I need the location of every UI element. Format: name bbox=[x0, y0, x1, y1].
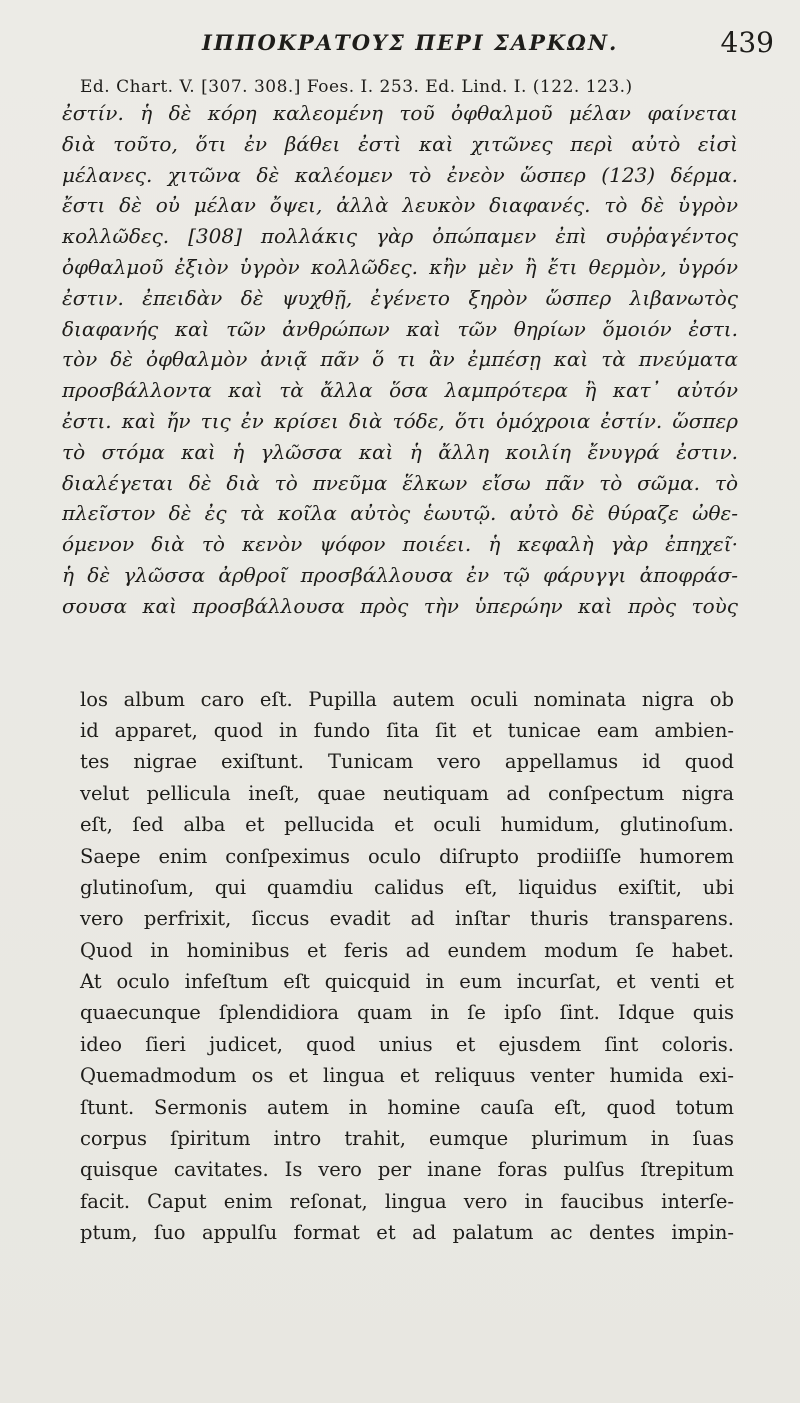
greek-line: τὸν δὲ ὀφθαλμὸν ἀνιᾷ πᾶν ὅ τι ἂν ἐμπέσῃ καὶ τὰ πνεύματα bbox=[62, 347, 738, 372]
greek-line: τὸ στόμα καὶ ἡ γλῶσσα καὶ ἡ ἄλλη κοιλίη ἔνυγρά ἐστιν. bbox=[62, 439, 738, 464]
latin-line: quaecunque ſplendidiora quam in ſe ipſo ſint. Idque quis bbox=[80, 1001, 734, 1025]
latin-line: Saepe enim conſpeximus oculo diſrupto prodiiſſe humorem bbox=[80, 844, 734, 868]
latin-line: At oculo infeſtum eſt quicquid in eum incurſat, et venti et bbox=[80, 970, 734, 994]
latin-line: corpus ſpiritum intro trahit, eumque plurimum in ſuas bbox=[80, 1127, 734, 1151]
greek-line: κολλῶδες. [308] πολλάκις γὰρ ὀπώπαμεν ἐπὶ συῤῥαγέντος bbox=[62, 224, 738, 249]
latin-line: velut pellicula ineſt, quae neutiquam ad conſpectum nigra bbox=[80, 781, 734, 805]
latin-line: ptum, ſuo appulſu format et ad palatum ac dentes impin- bbox=[80, 1221, 734, 1245]
greek-line: όμενον διὰ τὸ κενὸν ψόφον ποιέει. ἡ κεφαλὴ γὰρ ἐπηχεῖ· bbox=[62, 532, 738, 557]
latin-line: tes nigrae exiſtunt. Tunicam vero appellamus id quod bbox=[80, 750, 734, 774]
latin-line: Quod in hominibus et feris ad eundem modum ſe habet. bbox=[80, 938, 734, 962]
greek-line: διὰ τοῦτο, ὅτι ἐν βάθει ἐστὶ καὶ χιτῶνες περὶ αὐτὸ εἰσὶ bbox=[62, 131, 738, 156]
greek-line: σουσα καὶ προσβάλλουσα πρὸς τὴν ὑπερώην καὶ πρὸς τοὺς bbox=[62, 593, 738, 618]
latin-line: los album caro eſt. Pupilla autem oculi nominata nigra ob bbox=[80, 687, 734, 711]
latin-line: ideo ſieri judicet, quod unius et ejusdem ſint coloris. bbox=[80, 1032, 734, 1056]
latin-line: Quemadmodum os et lingua et reliquus venter humida exi- bbox=[80, 1064, 734, 1088]
greek-line: ὀφθαλμοῦ ἐξιὸν ὑγρὸν κολλῶδες. κἢν μὲν ἢ ἔτι θερμὸν, ὑγρόν bbox=[62, 254, 738, 279]
latin-line: eſt, ſed alba et pellucida et oculi humidum, glutinoſum. bbox=[80, 813, 734, 837]
latin-line: quisque cavitates. Is vero per inane foras pulſus ſtrepitum bbox=[80, 1158, 734, 1182]
running-head bbox=[62, 18, 774, 68]
greek-line: ἔστι δὲ οὐ μέλαν ὄψει, ἀλλὰ λευκὸν διαφανές. τὸ δὲ ὑγρὸν bbox=[62, 193, 738, 218]
greek-line: διαφανής καὶ τῶν ἀνθρώπων καὶ τῶν θηρίων ὅμοιόν ἐστι. bbox=[62, 316, 738, 341]
latin-line: vero perfrixit, ſiccus evadit ad inſtar thuris transparens. bbox=[80, 907, 734, 931]
latin-line: ſtunt. Sermonis autem in homine cauſa eſt, quod totum bbox=[80, 1095, 734, 1119]
greek-line: ἡ δὲ γλῶσσα ἀρθροῖ προσβάλλουσα ἐν τῷ φάρυγγι ἀποφράσ- bbox=[62, 562, 738, 587]
greek-line: ἐστιν. ἐπειδὰν δὲ ψυχθῇ, ἐγένετο ξηρὸν ὥσπερ λιβανωτὸς bbox=[62, 285, 738, 310]
greek-line: διαλέγεται δὲ διὰ τὸ πνεῦμα ἕλκων εἴσω πᾶν τὸ σῶμα. τὸ bbox=[62, 470, 738, 495]
greek-line: προσβάλλοντα καὶ τὰ ἄλλα ὅσα λαμπρότερα ἢ κατ᾽ αὐτόν bbox=[62, 378, 738, 403]
latin-line: facit. Caput enim reſonat, lingua vero in faucibus interſe- bbox=[80, 1189, 734, 1213]
greek-line: μέλανες. χιτῶνα δὲ καλέομεν τὸ ἐνεὸν ὥσπερ (123) δέρμα. bbox=[62, 162, 738, 187]
page-number: 439 bbox=[720, 26, 774, 59]
latin-text-block bbox=[80, 684, 734, 1249]
greek-line: ἐστι. καὶ ἤν τις ἐν κρίσει διὰ τόδε, ὅτι ὁμόχροια ἐστίν. ὥσπερ bbox=[62, 408, 738, 433]
edition-reference-line: Ed. Chart. V. [307. 308.] Foes. I. 253. Ed. Lind. I. (122. 123.) bbox=[80, 77, 633, 97]
latin-line: glutinoſum, qui quamdiu calidus eſt, liquidus exiſtit, ubi bbox=[80, 875, 734, 899]
greek-text-block bbox=[62, 98, 738, 622]
latin-line: id apparet, quod in fundo ſita ſit et tunicae eam ambien- bbox=[80, 718, 734, 742]
greek-line: πλεῖστον δὲ ἐς τὰ κοῖλα αὐτὸς ἑωυτῷ. αὐτὸ δὲ θύραζε ὠθε- bbox=[62, 501, 738, 526]
running-title: ΙΠΠΟΚΡΑΤΟΥΣ ΠΕΡΙ ΣΑΡΚΩΝ. bbox=[202, 30, 619, 55]
greek-line: ἐστίν. ἡ δὲ κόρη καλεομένη τοῦ ὀφθαλμοῦ μέλαν φαίνεται bbox=[62, 101, 738, 125]
